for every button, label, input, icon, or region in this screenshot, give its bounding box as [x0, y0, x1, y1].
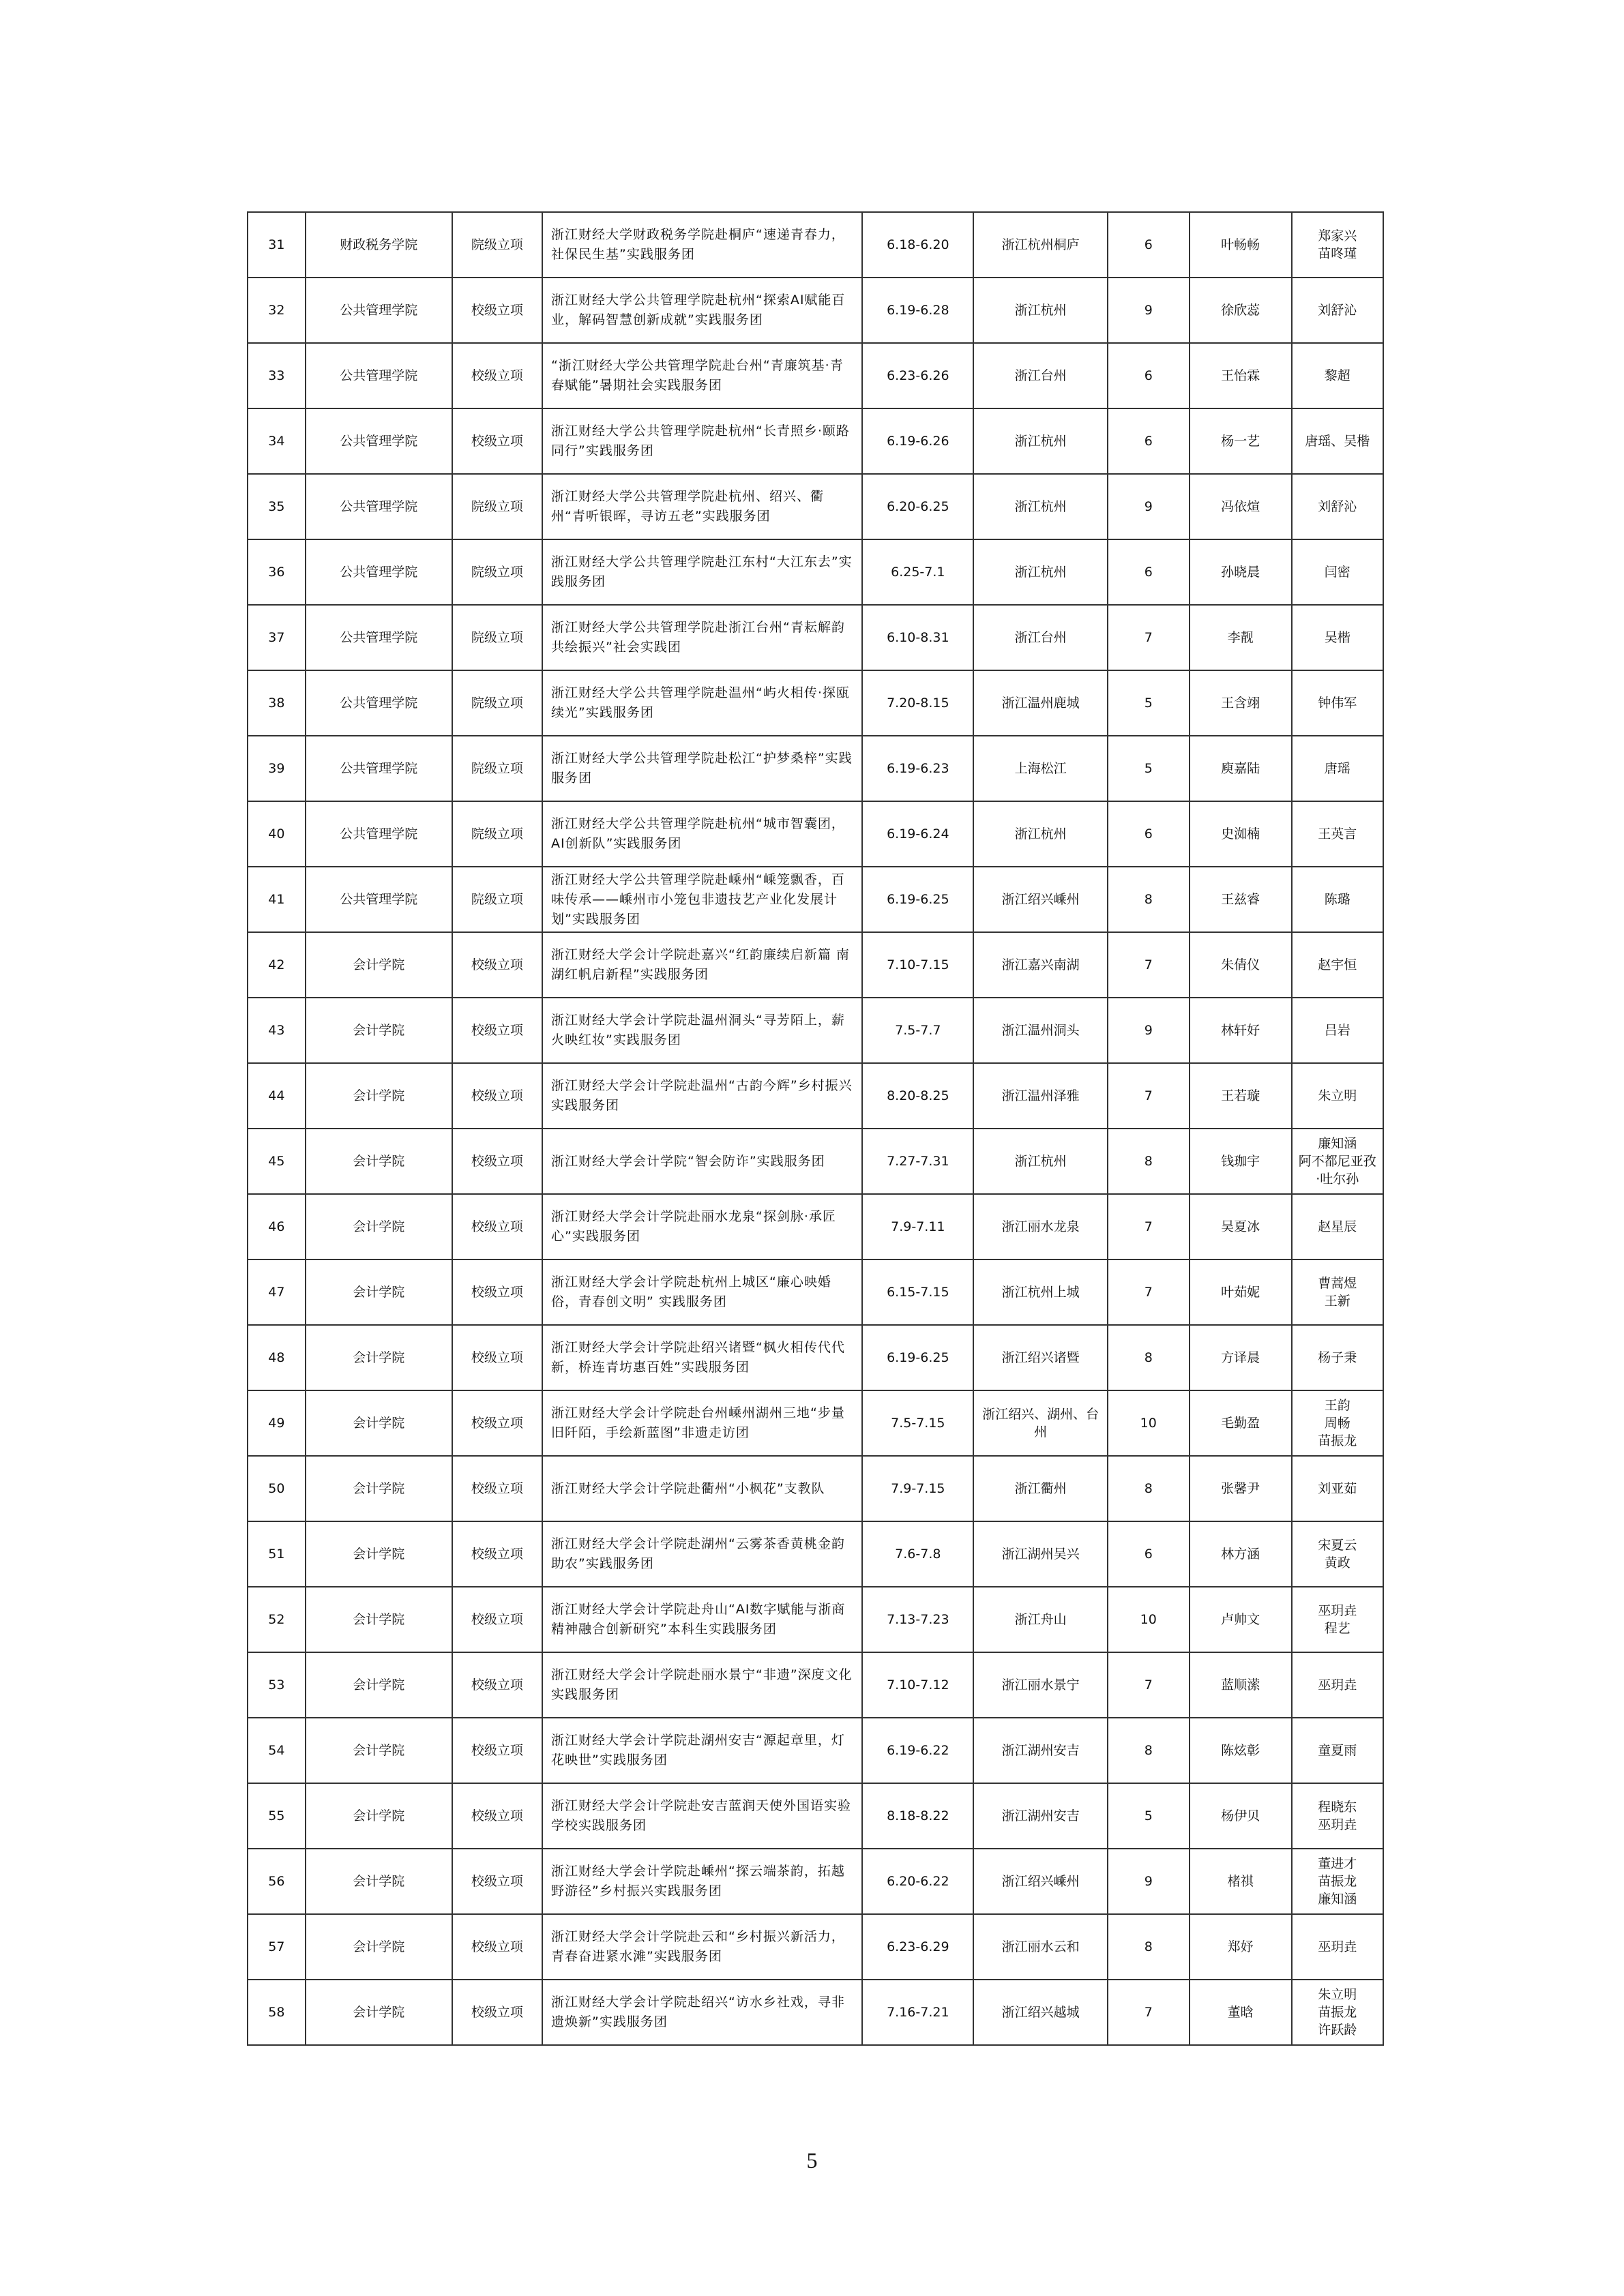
- project-name-cell: 浙江财经大学会计学院赴台州嵊州湖州三地“步量旧阡陌，手绘新蓝图”非遗走访团: [542, 1390, 862, 1456]
- college-cell: 会计学院: [306, 1718, 452, 1783]
- level-cell: 校级立项: [452, 1783, 542, 1849]
- location-cell: 上海松江: [973, 736, 1107, 801]
- table-row: [248, 867, 1383, 932]
- leader-cell: 张馨尹: [1190, 1456, 1292, 1521]
- college-cell: 会计学院: [306, 1456, 452, 1521]
- level-cell: 校级立项: [452, 1194, 542, 1259]
- level-cell: 校级立项: [452, 1652, 542, 1718]
- advisor-cell: 宋夏云 黄政: [1292, 1521, 1383, 1587]
- table-row: [248, 1390, 1383, 1456]
- table-row: [248, 932, 1383, 998]
- row-number: 44: [248, 1063, 306, 1129]
- row-number: 39: [248, 736, 306, 801]
- project-name-cell: 浙江财经大学会计学院赴丽水景宁“非遗”深度文化实践服务团: [542, 1652, 862, 1718]
- row-number: 54: [248, 1718, 306, 1783]
- member-count-cell: 7: [1108, 1652, 1190, 1718]
- row-number: 43: [248, 998, 306, 1063]
- college-cell: 公共管理学院: [306, 343, 452, 408]
- row-number: 35: [248, 474, 306, 539]
- table-row: [248, 1652, 1383, 1718]
- college-cell: 公共管理学院: [306, 736, 452, 801]
- level-cell: 院级立项: [452, 474, 542, 539]
- location-cell: 浙江绍兴诸暨: [973, 1325, 1107, 1390]
- college-cell: 会计学院: [306, 1783, 452, 1849]
- leader-cell: 王怡霖: [1190, 343, 1292, 408]
- leader-cell: 孙晓晨: [1190, 539, 1292, 605]
- project-name-cell: 浙江财经大学会计学院“智会防诈”实践服务团: [542, 1129, 862, 1194]
- table-row: [248, 1325, 1383, 1390]
- advisor-cell: 闫密: [1292, 539, 1383, 605]
- college-cell: 会计学院: [306, 1325, 452, 1390]
- location-cell: 浙江舟山: [973, 1587, 1107, 1652]
- project-table: [247, 211, 1384, 2046]
- dates-cell: 6.25-7.1: [862, 539, 973, 605]
- leader-cell: 吴夏冰: [1190, 1194, 1292, 1259]
- advisor-cell: 朱立明 苗振龙 许跃龄: [1292, 1980, 1383, 2045]
- row-number: 49: [248, 1390, 306, 1456]
- advisor-cell: 王韵 周畅 苗振龙: [1292, 1390, 1383, 1456]
- row-number: 36: [248, 539, 306, 605]
- location-cell: 浙江台州: [973, 343, 1107, 408]
- location-cell: 浙江绍兴嵊州: [973, 867, 1107, 932]
- leader-cell: 林轩好: [1190, 998, 1292, 1063]
- level-cell: 校级立项: [452, 343, 542, 408]
- project-name-cell: 浙江财经大学会计学院赴温州“古韵今辉”乡村振兴实践服务团: [542, 1063, 862, 1129]
- table-row: [248, 1849, 1383, 1914]
- project-name-cell: 浙江财经大学会计学院赴温州洞头“寻芳陌上，薪火映红妆”实践服务团: [542, 998, 862, 1063]
- dates-cell: 6.19-6.24: [862, 801, 973, 867]
- member-count-cell: 7: [1108, 1194, 1190, 1259]
- dates-cell: 6.19-6.23: [862, 736, 973, 801]
- project-name-cell: 浙江财经大学会计学院赴湖州“云雾茶香黄桃金韵助农”实践服务团: [542, 1521, 862, 1587]
- level-cell: 校级立项: [452, 1914, 542, 1980]
- location-cell: 浙江温州泽雅: [973, 1063, 1107, 1129]
- college-cell: 会计学院: [306, 1587, 452, 1652]
- advisor-cell: 巫玥垚: [1292, 1914, 1383, 1980]
- location-cell: 浙江台州: [973, 605, 1107, 670]
- college-cell: 会计学院: [306, 1849, 452, 1914]
- row-number: 47: [248, 1259, 306, 1325]
- college-cell: 会计学院: [306, 1129, 452, 1194]
- table-row: [248, 1783, 1383, 1849]
- leader-cell: 徐欣蕊: [1190, 278, 1292, 343]
- row-number: 45: [248, 1129, 306, 1194]
- college-cell: 公共管理学院: [306, 408, 452, 474]
- table-row: [248, 1718, 1383, 1783]
- leader-cell: 庾嘉陆: [1190, 736, 1292, 801]
- leader-cell: 楮祺: [1190, 1849, 1292, 1914]
- member-count-cell: 6: [1108, 801, 1190, 867]
- leader-cell: 方译晨: [1190, 1325, 1292, 1390]
- location-cell: 浙江绍兴越城: [973, 1980, 1107, 2045]
- dates-cell: 6.18-6.20: [862, 212, 973, 278]
- row-number: 32: [248, 278, 306, 343]
- leader-cell: 董晗: [1190, 1980, 1292, 2045]
- project-name-cell: 浙江财经大学公共管理学院赴杭州“城市智囊团，AI创新队”实践服务团: [542, 801, 862, 867]
- level-cell: 校级立项: [452, 1259, 542, 1325]
- college-cell: 会计学院: [306, 1063, 452, 1129]
- member-count-cell: 8: [1108, 1129, 1190, 1194]
- advisor-cell: 董进才 苗振龙 廉知涵: [1292, 1849, 1383, 1914]
- level-cell: 校级立项: [452, 1849, 542, 1914]
- dates-cell: 6.19-6.22: [862, 1718, 973, 1783]
- level-cell: 校级立项: [452, 1390, 542, 1456]
- member-count-cell: 9: [1108, 474, 1190, 539]
- level-cell: 校级立项: [452, 998, 542, 1063]
- leader-cell: 林方涵: [1190, 1521, 1292, 1587]
- college-cell: 会计学院: [306, 1390, 452, 1456]
- member-count-cell: 8: [1108, 1456, 1190, 1521]
- row-number: 40: [248, 801, 306, 867]
- advisor-cell: 王英言: [1292, 801, 1383, 867]
- project-name-cell: 浙江财经大学公共管理学院赴温州“屿火相传·探瓯续光”实践服务团: [542, 670, 862, 736]
- member-count-cell: 9: [1108, 998, 1190, 1063]
- college-cell: 公共管理学院: [306, 278, 452, 343]
- college-cell: 公共管理学院: [306, 539, 452, 605]
- level-cell: 院级立项: [452, 670, 542, 736]
- member-count-cell: 5: [1108, 736, 1190, 801]
- level-cell: 院级立项: [452, 539, 542, 605]
- table-row: [248, 998, 1383, 1063]
- level-cell: 校级立项: [452, 278, 542, 343]
- project-name-cell: 浙江财经大学会计学院赴绍兴诸暨“枫火相传代代新，桥连青坊惠百姓”实践服务团: [542, 1325, 862, 1390]
- level-cell: 校级立项: [452, 1587, 542, 1652]
- college-cell: 会计学院: [306, 1194, 452, 1259]
- advisor-cell: 郑家兴 苗咚瑾: [1292, 212, 1383, 278]
- leader-cell: 蓝顺潆: [1190, 1652, 1292, 1718]
- dates-cell: 8.18-8.22: [862, 1783, 973, 1849]
- project-name-cell: 浙江财经大学公共管理学院赴松江“护梦桑梓”实践服务团: [542, 736, 862, 801]
- advisor-cell: 赵宇恒: [1292, 932, 1383, 998]
- dates-cell: 6.19-6.28: [862, 278, 973, 343]
- dates-cell: 7.10-7.15: [862, 932, 973, 998]
- table-row: [248, 474, 1383, 539]
- member-count-cell: 5: [1108, 1783, 1190, 1849]
- location-cell: 浙江温州鹿城: [973, 670, 1107, 736]
- member-count-cell: 6: [1108, 212, 1190, 278]
- project-name-cell: 浙江财经大学会计学院赴绍兴“访水乡社戏，寻非遗焕新”实践服务团: [542, 1980, 862, 2045]
- project-name-cell: 浙江财经大学公共管理学院赴杭州、绍兴、衢州“青听银晖，寻访五老”实践服务团: [542, 474, 862, 539]
- advisor-cell: 刘舒沁: [1292, 278, 1383, 343]
- member-count-cell: 7: [1108, 605, 1190, 670]
- location-cell: 浙江湖州安吉: [973, 1783, 1107, 1849]
- project-name-cell: 浙江财经大学会计学院赴湖州安吉“源起章里，灯花映世”实践服务团: [542, 1718, 862, 1783]
- table-row: [248, 278, 1383, 343]
- dates-cell: 6.19-6.25: [862, 867, 973, 932]
- dates-cell: 7.5-7.15: [862, 1390, 973, 1456]
- dates-cell: 7.6-7.8: [862, 1521, 973, 1587]
- dates-cell: 6.23-6.26: [862, 343, 973, 408]
- location-cell: 浙江衢州: [973, 1456, 1107, 1521]
- dates-cell: 6.15-7.15: [862, 1259, 973, 1325]
- location-cell: 浙江湖州吴兴: [973, 1521, 1107, 1587]
- table-row: [248, 212, 1383, 278]
- leader-cell: 王若璇: [1190, 1063, 1292, 1129]
- leader-cell: 卢帅文: [1190, 1587, 1292, 1652]
- table-row: [248, 1456, 1383, 1521]
- table-row: [248, 1129, 1383, 1194]
- project-name-cell: 浙江财经大学公共管理学院赴杭州“探索AI赋能百业，解码智慧创新成就”实践服务团: [542, 278, 862, 343]
- project-name-cell: 浙江财经大学公共管理学院赴杭州“长青照乡·颐路同行”实践服务团: [542, 408, 862, 474]
- level-cell: 校级立项: [452, 1325, 542, 1390]
- location-cell: 浙江丽水景宁: [973, 1652, 1107, 1718]
- location-cell: 浙江湖州安吉: [973, 1718, 1107, 1783]
- location-cell: 浙江杭州上城: [973, 1259, 1107, 1325]
- advisor-cell: 钟伟军: [1292, 670, 1383, 736]
- row-number: 31: [248, 212, 306, 278]
- member-count-cell: 7: [1108, 1259, 1190, 1325]
- member-count-cell: 8: [1108, 1325, 1190, 1390]
- advisor-cell: 童夏雨: [1292, 1718, 1383, 1783]
- table-row: [248, 670, 1383, 736]
- member-count-cell: 8: [1108, 867, 1190, 932]
- level-cell: 校级立项: [452, 1718, 542, 1783]
- member-count-cell: 10: [1108, 1587, 1190, 1652]
- row-number: 46: [248, 1194, 306, 1259]
- level-cell: 院级立项: [452, 867, 542, 932]
- college-cell: 公共管理学院: [306, 605, 452, 670]
- member-count-cell: 9: [1108, 1849, 1190, 1914]
- leader-cell: 叶畅畅: [1190, 212, 1292, 278]
- location-cell: 浙江杭州桐庐: [973, 212, 1107, 278]
- member-count-cell: 6: [1108, 1521, 1190, 1587]
- level-cell: 校级立项: [452, 1129, 542, 1194]
- advisor-cell: 吕岩: [1292, 998, 1383, 1063]
- project-name-cell: 浙江财经大学会计学院赴杭州上城区“廉心映婚俗，青春创文明” 实践服务团: [542, 1259, 862, 1325]
- project-name-cell: 浙江财经大学会计学院赴嘉兴“红韵廉续启新篇 南湖红帆启新程”实践服务团: [542, 932, 862, 998]
- member-count-cell: 8: [1108, 1914, 1190, 1980]
- leader-cell: 王含翊: [1190, 670, 1292, 736]
- dates-cell: 6.19-6.26: [862, 408, 973, 474]
- dates-cell: 7.10-7.12: [862, 1652, 973, 1718]
- table-row: [248, 408, 1383, 474]
- project-name-cell: 浙江财经大学公共管理学院赴江东村“大江东去”实践服务团: [542, 539, 862, 605]
- project-name-cell: 浙江财经大学会计学院赴舟山“AI数字赋能与浙商精神融合创新研究”本科生实践服务团: [542, 1587, 862, 1652]
- dates-cell: 6.20-6.22: [862, 1849, 973, 1914]
- leader-cell: 王兹睿: [1190, 867, 1292, 932]
- college-cell: 会计学院: [306, 1259, 452, 1325]
- college-cell: 公共管理学院: [306, 801, 452, 867]
- table-row: [248, 1914, 1383, 1980]
- level-cell: 校级立项: [452, 1521, 542, 1587]
- advisor-cell: 陈璐: [1292, 867, 1383, 932]
- row-number: 57: [248, 1914, 306, 1980]
- college-cell: 会计学院: [306, 998, 452, 1063]
- location-cell: 浙江丽水云和: [973, 1914, 1107, 1980]
- advisor-cell: 杨子秉: [1292, 1325, 1383, 1390]
- member-count-cell: 6: [1108, 539, 1190, 605]
- college-cell: 会计学院: [306, 932, 452, 998]
- advisor-cell: 唐瑶: [1292, 736, 1383, 801]
- table-row: [248, 736, 1383, 801]
- location-cell: 浙江杭州: [973, 539, 1107, 605]
- table-row: [248, 1194, 1383, 1259]
- leader-cell: 陈炫彰: [1190, 1718, 1292, 1783]
- table-row: [248, 1063, 1383, 1129]
- project-name-cell: 浙江财经大学财政税务学院赴桐庐“速递青春力，社保民生基”实践服务团: [542, 212, 862, 278]
- location-cell: 浙江温州洞头: [973, 998, 1107, 1063]
- row-number: 58: [248, 1980, 306, 2045]
- dates-cell: 8.20-8.25: [862, 1063, 973, 1129]
- level-cell: 院级立项: [452, 212, 542, 278]
- row-number: 34: [248, 408, 306, 474]
- dates-cell: 7.13-7.23: [862, 1587, 973, 1652]
- advisor-cell: 刘舒沁: [1292, 474, 1383, 539]
- dates-cell: 6.20-6.25: [862, 474, 973, 539]
- college-cell: 会计学院: [306, 1914, 452, 1980]
- advisor-cell: 巫玥垚 程艺: [1292, 1587, 1383, 1652]
- row-number: 51: [248, 1521, 306, 1587]
- leader-cell: 朱倩仪: [1190, 932, 1292, 998]
- advisor-cell: 刘亚茹: [1292, 1456, 1383, 1521]
- project-name-cell: 浙江财经大学会计学院赴云和“乡村振兴新活力，青春奋进紧水滩”实践服务团: [542, 1914, 862, 1980]
- dates-cell: 7.5-7.7: [862, 998, 973, 1063]
- row-number: 53: [248, 1652, 306, 1718]
- location-cell: 浙江丽水龙泉: [973, 1194, 1107, 1259]
- dates-cell: 7.9-7.11: [862, 1194, 973, 1259]
- advisor-cell: 廉知涵 阿不都尼亚孜·吐尔孙: [1292, 1129, 1383, 1194]
- college-cell: 会计学院: [306, 1980, 452, 2045]
- table-row: [248, 801, 1383, 867]
- project-name-cell: 浙江财经大学公共管理学院赴嵊州“嵊笼飘香，百味传承——嵊州市小笼包非遗技艺产业化发展计划”实践服务团: [542, 867, 862, 932]
- advisor-cell: 巫玥垚: [1292, 1652, 1383, 1718]
- location-cell: 浙江杭州: [973, 408, 1107, 474]
- location-cell: 浙江嘉兴南湖: [973, 932, 1107, 998]
- dates-cell: 7.16-7.21: [862, 1980, 973, 2045]
- member-count-cell: 9: [1108, 278, 1190, 343]
- table-row: [248, 1980, 1383, 2045]
- row-number: 37: [248, 605, 306, 670]
- level-cell: 校级立项: [452, 932, 542, 998]
- leader-cell: 钱珈宇: [1190, 1129, 1292, 1194]
- row-number: 55: [248, 1783, 306, 1849]
- leader-cell: 李靓: [1190, 605, 1292, 670]
- advisor-cell: 曹蒿煜 王新: [1292, 1259, 1383, 1325]
- advisor-cell: 赵星辰: [1292, 1194, 1383, 1259]
- advisor-cell: 程晓东 巫玥垚: [1292, 1783, 1383, 1849]
- row-number: 41: [248, 867, 306, 932]
- table-row: [248, 1521, 1383, 1587]
- leader-cell: 叶茹妮: [1190, 1259, 1292, 1325]
- location-cell: 浙江杭州: [973, 278, 1107, 343]
- row-number: 33: [248, 343, 306, 408]
- leader-cell: 史洳楠: [1190, 801, 1292, 867]
- dates-cell: 7.27-7.31: [862, 1129, 973, 1194]
- member-count-cell: 7: [1108, 932, 1190, 998]
- member-count-cell: 5: [1108, 670, 1190, 736]
- level-cell: 校级立项: [452, 1456, 542, 1521]
- member-count-cell: 7: [1108, 1980, 1190, 2045]
- dates-cell: 7.9-7.15: [862, 1456, 973, 1521]
- member-count-cell: 7: [1108, 1063, 1190, 1129]
- leader-cell: 杨一艺: [1190, 408, 1292, 474]
- table-row: [248, 539, 1383, 605]
- member-count-cell: 8: [1108, 1718, 1190, 1783]
- location-cell: 浙江杭州: [973, 801, 1107, 867]
- dates-cell: 7.20-8.15: [862, 670, 973, 736]
- project-name-cell: 浙江财经大学会计学院赴安吉蓝润天使外国语实验学校实践服务团: [542, 1783, 862, 1849]
- dates-cell: 6.10-8.31: [862, 605, 973, 670]
- row-number: 38: [248, 670, 306, 736]
- location-cell: 浙江绍兴、湖州、台州: [973, 1390, 1107, 1456]
- row-number: 42: [248, 932, 306, 998]
- row-number: 56: [248, 1849, 306, 1914]
- member-count-cell: 10: [1108, 1390, 1190, 1456]
- leader-cell: 冯依煊: [1190, 474, 1292, 539]
- project-name-cell: “浙江财经大学公共管理学院赴台州“青廉筑基·青春赋能”暑期社会实践服务团: [542, 343, 862, 408]
- project-name-cell: 浙江财经大学公共管理学院赴浙江台州“青耘解韵 共绘振兴”社会实践团: [542, 605, 862, 670]
- project-name-cell: 浙江财经大学会计学院赴嵊州“探云端茶韵，拓越野游径”乡村振兴实践服务团: [542, 1849, 862, 1914]
- level-cell: 校级立项: [452, 1063, 542, 1129]
- level-cell: 院级立项: [452, 736, 542, 801]
- table-row: [248, 605, 1383, 670]
- level-cell: 院级立项: [452, 605, 542, 670]
- college-cell: 会计学院: [306, 1521, 452, 1587]
- level-cell: 校级立项: [452, 1980, 542, 2045]
- college-cell: 公共管理学院: [306, 867, 452, 932]
- dates-cell: 6.19-6.25: [862, 1325, 973, 1390]
- member-count-cell: 6: [1108, 408, 1190, 474]
- level-cell: 院级立项: [452, 801, 542, 867]
- table-row: [248, 1587, 1383, 1652]
- leader-cell: 郑妤: [1190, 1914, 1292, 1980]
- college-cell: 公共管理学院: [306, 474, 452, 539]
- project-name-cell: 浙江财经大学会计学院赴丽水龙泉“探剑脉·承匠心”实践服务团: [542, 1194, 862, 1259]
- page-number: 5: [806, 2148, 818, 2173]
- location-cell: 浙江绍兴嵊州: [973, 1849, 1107, 1914]
- advisor-cell: 唐瑶、吴楷: [1292, 408, 1383, 474]
- member-count-cell: 6: [1108, 343, 1190, 408]
- advisor-cell: 黎超: [1292, 343, 1383, 408]
- advisor-cell: 吴楷: [1292, 605, 1383, 670]
- project-name-cell: 浙江财经大学会计学院赴衢州“小枫花”支教队: [542, 1456, 862, 1521]
- college-cell: 财政税务学院: [306, 212, 452, 278]
- location-cell: 浙江杭州: [973, 474, 1107, 539]
- row-number: 48: [248, 1325, 306, 1390]
- location-cell: 浙江杭州: [973, 1129, 1107, 1194]
- leader-cell: 毛勤盈: [1190, 1390, 1292, 1456]
- leader-cell: 杨伊贝: [1190, 1783, 1292, 1849]
- table-row: [248, 1259, 1383, 1325]
- dates-cell: 6.23-6.29: [862, 1914, 973, 1980]
- table-row: [248, 343, 1383, 408]
- advisor-cell: 朱立明: [1292, 1063, 1383, 1129]
- table-body: [248, 212, 1383, 2045]
- college-cell: 公共管理学院: [306, 670, 452, 736]
- row-number: 52: [248, 1587, 306, 1652]
- level-cell: 校级立项: [452, 408, 542, 474]
- row-number: 50: [248, 1456, 306, 1521]
- college-cell: 会计学院: [306, 1652, 452, 1718]
